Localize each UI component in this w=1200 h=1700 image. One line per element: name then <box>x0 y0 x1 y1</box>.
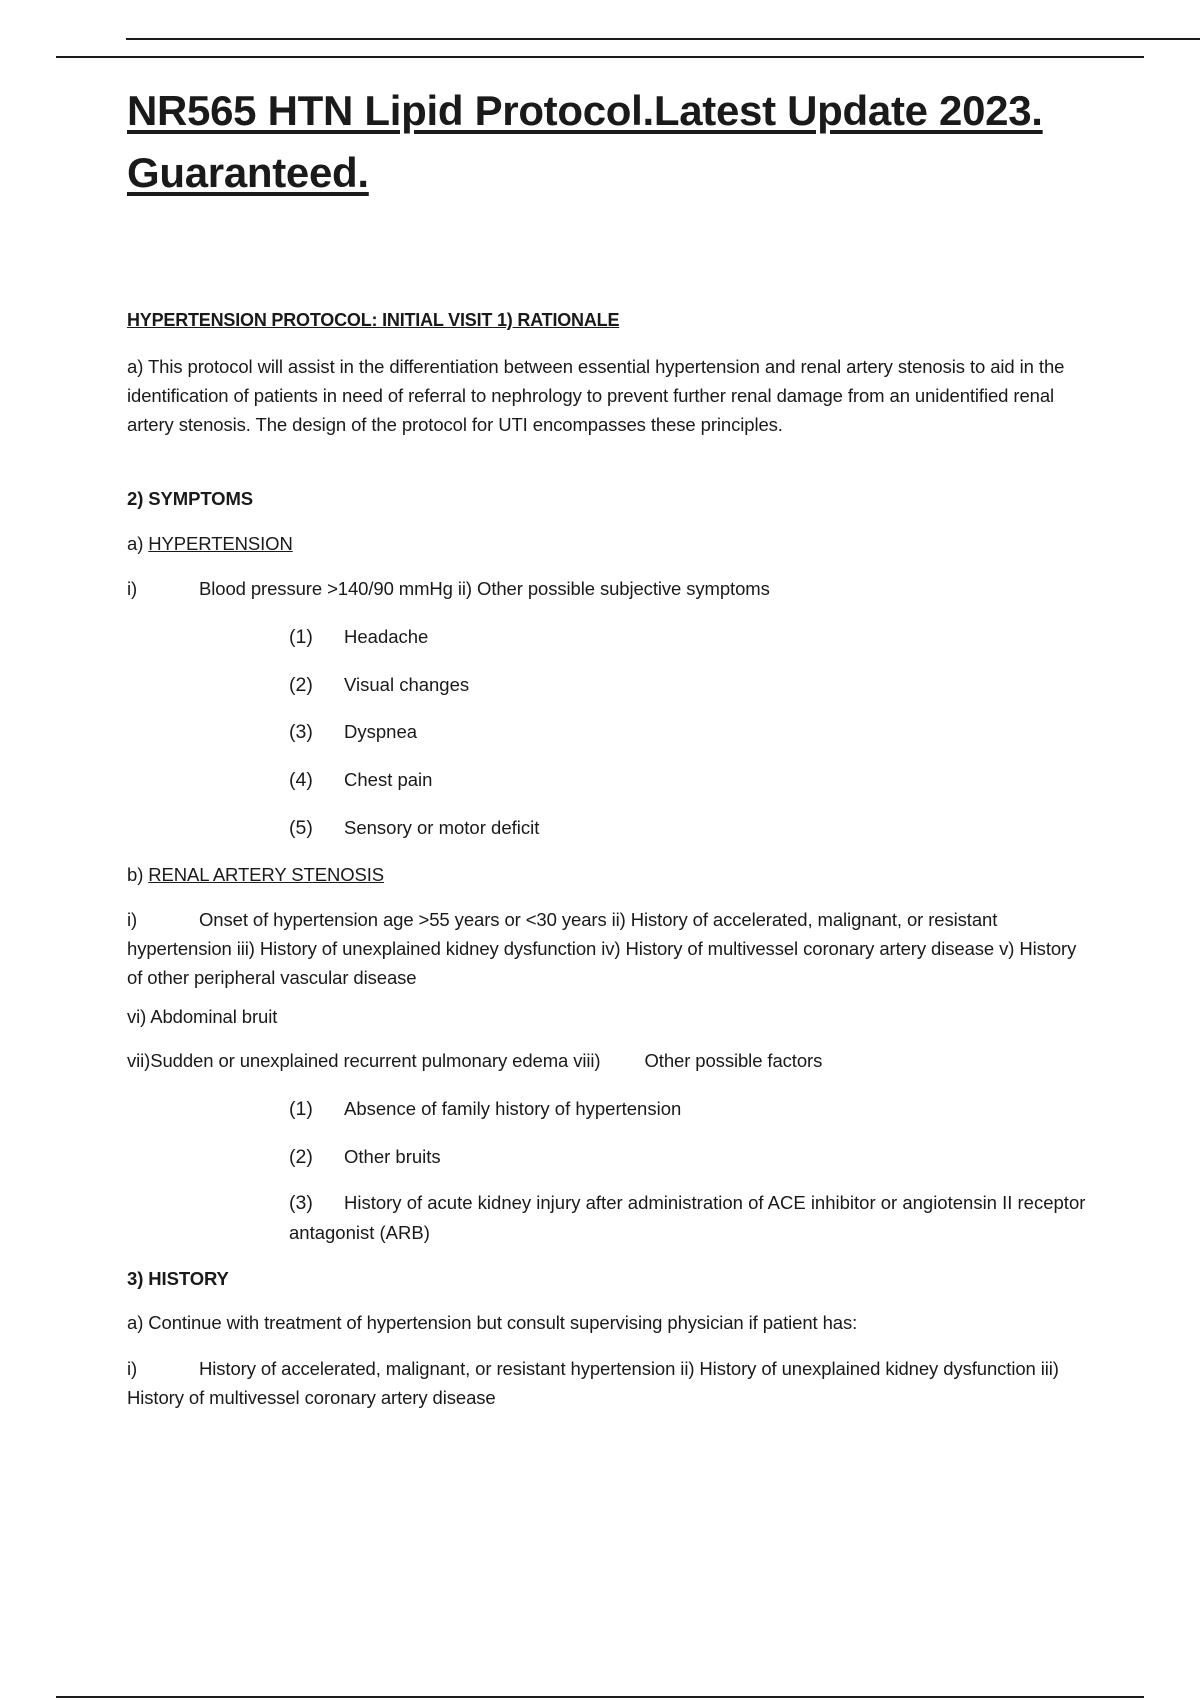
ras-item-i-text: Onset of hypertension age >55 years or <30 years ii) History of accelerated, malignant, or resistant hypertension iii) History of unexplained kidney dysfunction iv) History of multivessel coronary artery disease v) History of other peripheral vascular disease <box>127 909 1077 988</box>
history-item-i-text: History of accelerated, malignant, or resistant hypertension ii) History of unexplained kidney dysfunction iii) History of multivessel coronary artery disease <box>127 1358 1059 1408</box>
history-paragraph: a) Continue with treatment of hypertension but consult supervising physician if patient has: <box>127 1312 858 1333</box>
header-rule-bottom <box>56 56 1144 58</box>
symptom-text: Headache <box>344 626 429 647</box>
factor-text: History of acute kidney injury after administration of ACE inhibitor or angiotensin II receptor antagonist (ARB) <box>289 1192 1086 1243</box>
section-1-heading-rationale: 1) RATIONALE <box>496 310 620 330</box>
subsection-ras-label: RENAL ARTERY STENOSIS <box>148 864 385 885</box>
history-item-i-label: i) <box>127 1358 138 1379</box>
hypertension-item-i <box>127 574 1087 603</box>
symptom-text: Chest pain <box>344 769 433 790</box>
section-3-heading: 3) HISTORY <box>127 1268 229 1289</box>
subsection-hypertension <box>127 529 1087 558</box>
subsection-hypertension-prefix: a) <box>127 533 144 554</box>
factor-text: Other bruits <box>344 1146 441 1167</box>
document-page <box>127 80 1127 1408</box>
symptom-item <box>289 622 1089 652</box>
factor-number: (2) <box>289 1146 313 1168</box>
symptom-item <box>289 765 1089 795</box>
factor-item <box>289 1142 1089 1172</box>
footer-rule <box>56 1696 1144 1698</box>
symptom-text: Visual changes <box>344 674 470 695</box>
subsection-renal-artery-stenosis <box>127 860 1087 889</box>
section-1-heading-protocol: HYPERTENSION PROTOCOL: INITIAL VISIT <box>127 310 493 330</box>
symptom-number: (1) <box>289 626 313 648</box>
ras-item-vii <box>127 1046 1087 1075</box>
symptom-number: (4) <box>289 769 313 791</box>
rationale-paragraph: a) This protocol will assist in the differentiation between essential hypertension and renal artery stenosis to aid in the identification of patients in need of referral to nephrology to prevent further renal damage from an unidentified renal artery stenosis. The design of the protocol for UTI encompasses these principles. <box>127 356 1065 435</box>
title-line-2: Guaranteed. <box>127 149 369 196</box>
symptom-number: (5) <box>289 817 313 839</box>
factor-text: Absence of family history of hypertension <box>344 1098 682 1119</box>
subsection-hypertension-label: HYPERTENSION <box>148 533 293 554</box>
hypertension-item-i-text: Blood pressure >140/90 mmHg ii) Other possible subjective symptoms <box>199 578 770 599</box>
section-2-heading: 2) SYMPTOMS <box>127 488 254 509</box>
ras-item-vi: vi) Abdominal bruit <box>127 1006 278 1027</box>
symptom-number: (2) <box>289 674 313 696</box>
history-item-i <box>127 1354 1087 1412</box>
ras-item-i-label: i) <box>127 909 138 930</box>
ras-item-vii-text: vii)Sudden or unexplained recurrent pulmonary edema viii) <box>127 1050 601 1071</box>
factor-number: (1) <box>289 1098 313 1120</box>
ras-item-i <box>127 905 1087 992</box>
symptom-item <box>289 670 1089 700</box>
symptom-number: (3) <box>289 721 313 743</box>
factor-item <box>289 1188 1089 1247</box>
symptom-item <box>289 717 1089 747</box>
symptom-text: Sensory or motor deficit <box>344 817 540 838</box>
section-1-heading <box>127 310 619 331</box>
factor-item <box>289 1094 1089 1124</box>
factor-number: (3) <box>289 1192 313 1214</box>
hypertension-item-i-label: i) <box>127 578 138 599</box>
ras-item-viii-text: Other possible factors <box>644 1050 823 1071</box>
header-rule-top <box>126 38 1200 40</box>
title-line-1: NR565 HTN Lipid Protocol.Latest Update 2023. <box>127 87 1043 134</box>
subsection-ras-prefix: b) <box>127 864 144 885</box>
document-title <box>127 80 1127 204</box>
symptom-text: Dyspnea <box>344 721 418 742</box>
symptom-item <box>289 813 1089 843</box>
